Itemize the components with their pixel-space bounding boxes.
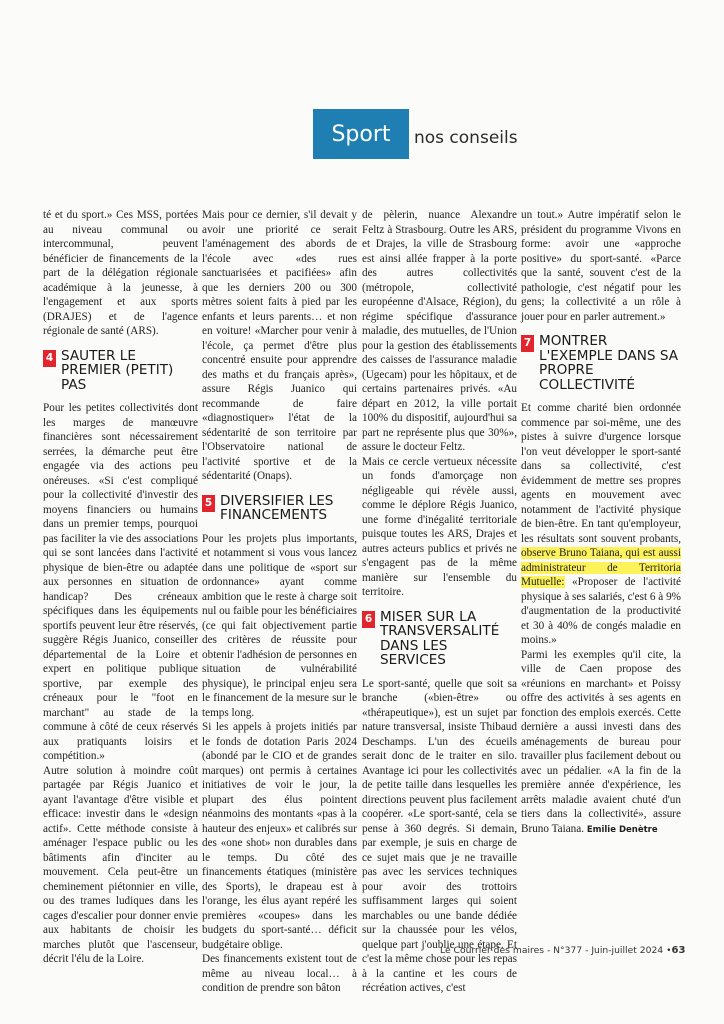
column-3 [362, 208, 517, 994]
section-heading-5 [202, 494, 357, 523]
paragraph: de pèlerin, nuance Alexandre Feltz à Strasbourg. Outre les ARS, et Drajes, la ville de Strasbourg est ainsi allée frapper à la porte des autres collectivités (métropole, collectivité européenne d'Alsace, Région), du régime spécifique d'assurance maladie, des mutuelles, de l'Union pour la gestion des établissements des caisses de l'assurance maladie (Ugecam) pour les hôpitaux, et de certains partenaires privés. «Au départ en 2012, la ville portait 100% du dispositif, aujourd'hui sa part ne représente plus que 30%», assure le docteur Feltz. [362, 209, 517, 453]
section-title: MISER SUR LA TRANSVERSALITÉ DANS LES SERVICES [380, 608, 500, 668]
section-number-badge: 7 [521, 335, 534, 352]
paragraph: té et du sport.» Ces MSS, portées au niveau communal ou intercommunal, peuvent bénéficier de financements de la part de la délégation régionale académique à la jeunesse, à l'engagement et aux sports (DRAJES) et de l'agence régionale de santé (ARS). [43, 209, 198, 337]
section-number-badge: 4 [43, 350, 56, 367]
section-label: Sport [313, 109, 409, 159]
section-heading-7 [521, 334, 681, 392]
column-2 [202, 208, 358, 994]
page-footer [440, 945, 686, 956]
section-subtitle: nos conseils [414, 128, 518, 148]
section-title: DIVERSIFIER LES FINANCEMENTS [220, 492, 334, 523]
section-heading-4 [43, 349, 198, 393]
column-1 [43, 208, 198, 965]
page-header [0, 0, 724, 160]
text-run: «Proposer de l'activité physique à ses salariés, c'est 6 à 9% d'augmentation de la productivité et 30 à 40% de congés maladie en moins.» [521, 576, 681, 646]
paragraph: Si les appels à projets initiés par le fonds de dotation Paris 2024 (abondé par le CIO et de grandes marques) ont permis à certaines initiatives de voir le jour, la plupart des élus pointent néanmoins des montants «pas à la hauteur des enjeux» et calibrés sur des «one shot» non durables dans le temps. Du côté des financements étatiques (ministère des Sports), le drapeau est à l'orange, les élus ayant repéré les premières «coupes» dans les budgets du sport-santé… déficit budgétaire oblige. [202, 721, 357, 951]
author-signature: Emilie Denètre [586, 824, 658, 835]
paragraph: Le sport-santé, quelle que soit sa branche («bien-être» ou «thérapeutique»), est un sujet par nature transversal, insiste Thibaud Deschamps. L'un des écueils serait donc de le traiter en silo. Avantage ici pour les collectivités de petite taille dans lesquelles les directions peuvent plus facilement coopérer. «Le sport-santé, cela se pense à 360 degrés. Si demain, par exemple, je suis en charge de ce sujet mais que je ne travaille pas avec les services techniques pour avoir des trottoirs suffisamment larges qui soient marchables ou une bande dédiée sur la chaussée pour les vélos, quelque part j'oublie une étape. Et c'est la même chose pour les repas à la cantine et les cours de récréation actives, c'est [362, 677, 517, 994]
section-number-badge: 6 [362, 611, 375, 628]
text-run: Et comme charité bien ordonnée commence par soi-même, une des pistes à suivre d'urgence lorsque l'on veut développer le sport-santé dans sa collectivité, c'est évidemment de mettre ses propres agents en mouvement avec notamment de l'activité physique de bien-être. En tant qu'employeur, les résultats sont souvent probants, [521, 402, 681, 545]
page-number: 63 [671, 945, 686, 956]
paragraph: Pour les petites collectivités dont les marges de manœuvre financières sont nécessairement serrées, la démarche peut être engagée via des actions peu onéreuses. «Si c'est compliqué pour la collectivité d'investir des moyens financiers ou humains dans un premier temps, pourquoi pas faciliter la vie des associations qui se sont lancées dans l'activité physique de bien-être ou adaptée aux personnes en situation de handicap? Des créneaux spécifiques dans les équipements sportifs peuvent leur être réservés, suggère Régis Juanico, conseiller départemental de la Loire et expert en politique publique sportive, par exemple des créneaux pour le "foot en marchant" au stade de la commune à côté de ceux réservés aux pratiquants loisirs et compétition.» [43, 402, 198, 762]
section-number-badge: 5 [202, 495, 215, 512]
footer-publication: Le Courrier des maires - N°377 - Juin-juillet 2024 • [440, 945, 672, 956]
section-title: SAUTER LE PREMIER (PETIT) PAS [61, 347, 174, 393]
paragraph: Des financements existent tout de même au niveau local… à condition de prendre son bâton [202, 953, 357, 994]
paragraph: un tout.» Autre impératif selon le président du programme Vivons en forme: avoir une «approche positive» du sport-santé. «Parce que la santé, souvent c'est de la pathologie, c'est négatif pour les gens; la collectivité a un rôle à jouer pour en parler autrement.» [521, 209, 681, 323]
paragraph: Mais pour ce dernier, s'il devait y avoir une priorité ce serait l'aménagement des abords de l'école avec «des rues sanctuarisées et pacifiées» afin que les derniers 200 ou 300 mètres soient faits à pied par les enfants et leurs parents… et non en voiture! «Marcher pour venir à l'école, ça permet d'être plus concentré ensuite pour apprendre des maths et du français après», assure Régis Juanico qui recommande de faire «diagnostiquer» l'état de la sédentarité de son territoire par l'Observatoire national de l'activité sportive et de la sédentarité (Onaps). [202, 209, 357, 482]
paragraph [521, 401, 681, 648]
section-title: MONTRER L'EXEMPLE DANS SA PROPRE COLLECTIVITÉ [539, 333, 679, 393]
column-4 [521, 208, 681, 938]
paragraph: Mais ce cercle vertueux nécessite un fonds d'amorçage non négligeable qui révèle aussi, comme le déplore Régis Juanico, une forme d'inégalité territoriale puisque toutes les ARS, Drajes et autres acteurs publics et privés ne s'engagent pas de la même manière sur l'ensemble du territoire. [362, 455, 517, 598]
paragraph: Autre solution à moindre coût partagée par Régis Juanico et ayant l'avantage d'être visible et efficace: investir dans le «design actif». Cette méthode consiste à aménager l'espace public ou les bâtiments afin d'inciter au mouvement. Cela peut-être un cheminement piétonnier en ville, ou des trames ludiques dans les cages d'escalier pour donner envie aux habitants de choisir les marches plutôt que l'ascenseur, décrit l'élu de la Loire. [43, 764, 198, 965]
highlighted-text: observe Bruno Taiana, qui est aussi administrateur de Territoria Mutuelle: [521, 547, 681, 588]
paragraph: Pour les projets plus importants, et notamment si vous vous lancez dans une politique de «sport sur ordonnance» ayant comme ambition que le reste à charge soit nul ou faible pour les bénéficiaires (ce qui fait objectivement partie des critères de réussite pour obtenir l'adhésion de personnes en situation de vulnérabilité physique), le principal enjeu sera le financement de la mesure sur le temps long. [202, 532, 358, 719]
section-heading-6 [362, 610, 517, 668]
text-run: Parmi les exemples qu'il cite, la ville de Caen propose des «réunions en marchant» et Poissy offre des activités à ses agents en fonction des emplois exercés. Cette dernière a aussi investi dans des aménagements de bureau pour travailler plus facilement debout ou avec un pédalier. «A la fin de la première année d'expérience, les arrêts maladie avaient chuté d'un tiers dans la collectivité», assure Bruno Taiana. [521, 648, 681, 835]
paragraph [521, 648, 681, 838]
